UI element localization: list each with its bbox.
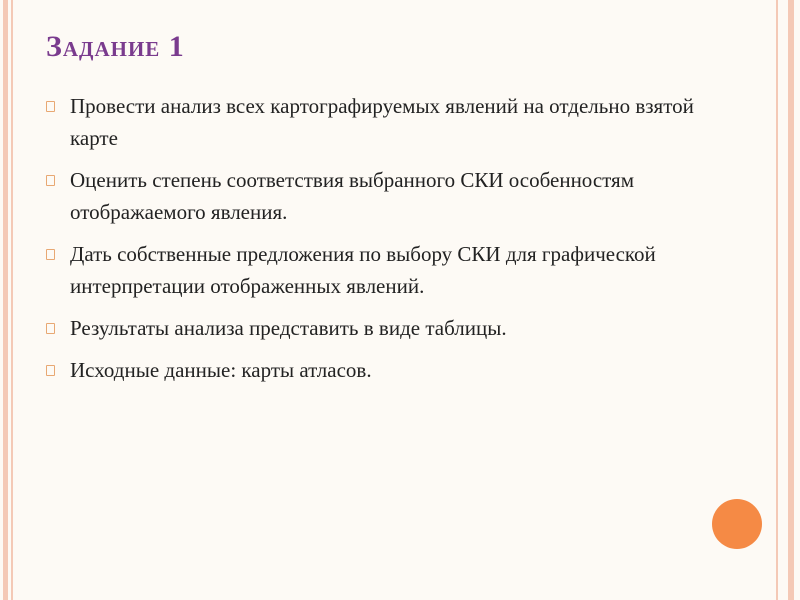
slide-title: Задание 1 [46,30,185,63]
bullet-item [44,238,744,302]
bullet-marker-icon [46,365,55,376]
bullet-text: Результаты анализа представить в виде таблицы. [70,316,507,340]
bullet-text: Провести анализ всех картографируемых явлений на отдельно взятой карте [70,94,694,150]
right-border-line [776,0,778,600]
bullet-item [44,90,744,154]
bullet-marker-icon [46,323,55,334]
bullet-marker-icon [46,101,55,112]
bullet-marker-icon [46,175,55,186]
bullet-item [44,312,744,344]
bullet-text: Оценить степень соответствия выбранного СКИ особенностям отображаемого явления. [70,168,634,224]
bullet-marker-icon [46,249,55,260]
bullet-item [44,354,744,386]
bullet-text: Исходные данные: карты атласов. [70,358,372,382]
left-border-line [11,0,13,600]
left-border-stripe [3,0,8,600]
bullet-text: Дать собственные предложения по выбору СКИ для графической интерпретации отображенных явлений. [70,242,656,298]
bullet-item [44,164,744,228]
decorative-circle [712,499,762,549]
bullet-list [44,90,744,396]
right-border-stripe [788,0,794,600]
